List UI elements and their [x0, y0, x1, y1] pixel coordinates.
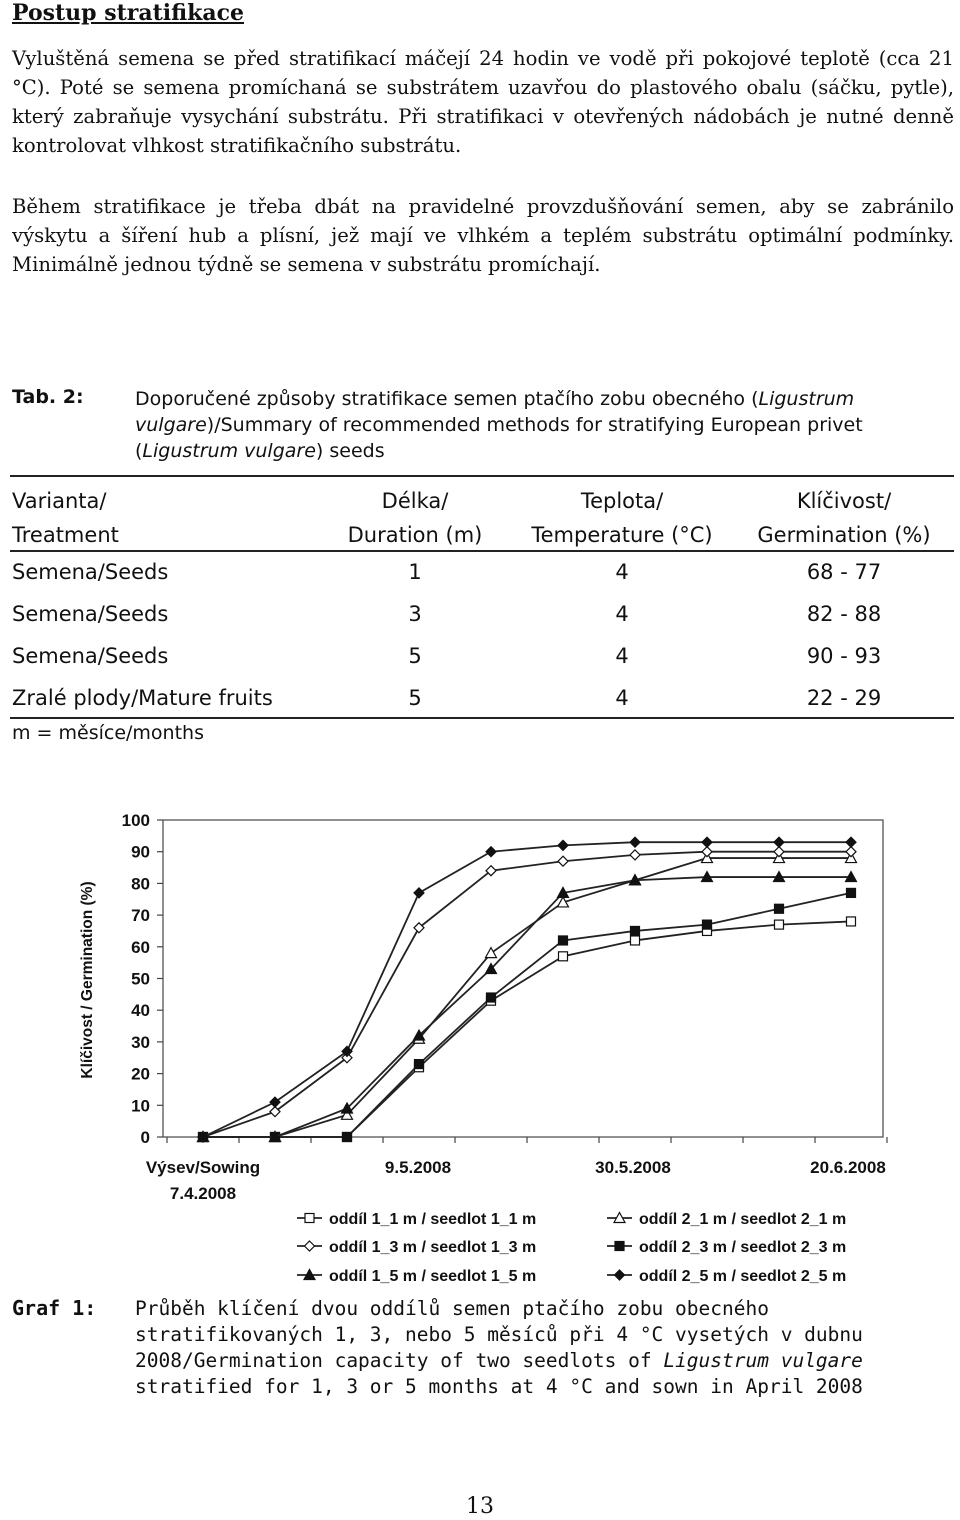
data-point — [631, 936, 640, 945]
data-point — [630, 850, 640, 860]
graph-caption: Průběh klíčení dvou oddílů semen ptačího zobu obecného stratifikovaných 1, 3, nebo 5 měsíců při 4 °C vysetých v dubnu 2008/Germination capacity of two seedlots of Ligustrum vulgare stratified for 1, 3 or 5 months at 4 °C and sown in April 2008 — [135, 1297, 863, 1398]
data-point — [702, 847, 712, 857]
data-point — [774, 847, 784, 857]
y-tick-label: 0 — [140, 1128, 150, 1147]
y-tick-label: 40 — [131, 1001, 150, 1021]
table-caption: Doporučené způsoby stratifikace semen ptačího zobu obecného (Ligustrum vulgare)/Summary of recommended methods for stratifying European privet (Ligustrum vulgare) seeds — [135, 388, 863, 462]
table-note: m = měsíce/months — [12, 722, 204, 744]
data-point — [343, 1133, 352, 1142]
data-point — [846, 837, 856, 847]
table-header-temperature: Teplota/ Temperature (°C) — [531, 489, 713, 547]
table-top-rule — [10, 475, 954, 477]
y-tick-label: 10 — [131, 1096, 150, 1116]
y-tick-label: 20 — [131, 1064, 150, 1084]
y-tick-label: 60 — [131, 937, 150, 957]
legend-label: oddíl 2_1 m / seedlot 2_1 m — [639, 1211, 847, 1228]
data-point — [774, 837, 784, 847]
series-line — [203, 877, 851, 1137]
series-line — [203, 893, 851, 1137]
x-tick-label: Výsev/Sowing — [145, 1158, 261, 1177]
paragraph-1: Vyluštěná semena se před stratifikací máčejí 24 hodin ve vodě při pokojové teplotě (cca 21 °C). Poté se semena promíchaná se substrátem uzavřou do plastového obalu (sáčku, pytle), který zabraňuje vysychání substrátu. Při stratifikaci v otevřených nádobách je nutné denně kontrolovat vlhkost stratifikačního substrátu. — [12, 47, 954, 157]
x-tick-label: 30.5.2008 — [595, 1158, 671, 1177]
data-point — [487, 993, 496, 1002]
x-tick-label: 7.4.2008 — [169, 1184, 237, 1203]
legend-label: oddíl 2_5 m / seedlot 2_5 m — [639, 1268, 847, 1285]
table-header-rule — [10, 550, 954, 552]
graph-label: Graf 1: — [12, 1296, 97, 1320]
data-point — [630, 837, 640, 847]
series-line — [203, 852, 851, 1137]
legend-label: oddíl 1_3 m / seedlot 1_3 m — [329, 1239, 537, 1256]
data-point — [415, 1060, 424, 1069]
table-bottom-rule — [10, 717, 954, 719]
data-point — [775, 920, 784, 929]
table-label: Tab. 2: — [12, 386, 84, 408]
data-point — [703, 920, 712, 929]
legend-marker — [305, 1241, 315, 1251]
legend-marker — [305, 1214, 314, 1223]
table-header-duration: Délka/ Duration (m) — [347, 489, 483, 547]
y-axis-label: Klíčivost / Germination (%) — [79, 881, 96, 1079]
page-number: 13 — [466, 1494, 494, 1519]
data-point — [486, 948, 497, 958]
legend-marker — [615, 1270, 625, 1280]
y-tick-label: 70 — [131, 906, 150, 926]
legend-label: oddíl 2_3 m / seedlot 2_3 m — [639, 1239, 847, 1256]
legend-marker — [615, 1242, 624, 1251]
y-tick-label: 100 — [121, 811, 150, 830]
data-point — [631, 926, 640, 935]
data-point — [559, 936, 568, 945]
data-point — [414, 888, 424, 898]
series-line — [203, 858, 851, 1137]
legend-label: oddíl 1_5 m / seedlot 1_5 m — [329, 1268, 537, 1285]
data-point — [847, 888, 856, 897]
data-point — [559, 952, 568, 961]
data-point — [558, 856, 568, 866]
paragraph-2: Během stratifikace je třeba dbát na pravidelné provzdušňování semen, aby se zabránilo výskytu a šíření hub a plísní, jež mají ve vlhkém a teplém substrátu optimální podmínky. Minimálně jednou týdně se semena v substrátu promíchají. — [12, 195, 954, 276]
data-point — [702, 837, 712, 847]
germination-chart — [0, 790, 960, 1290]
data-point — [558, 840, 568, 850]
data-point — [846, 847, 856, 857]
data-point — [775, 904, 784, 913]
y-tick-label: 50 — [131, 969, 150, 989]
x-tick-label: 20.6.2008 — [810, 1158, 886, 1177]
y-tick-label: 90 — [131, 842, 150, 862]
legend-label: oddíl 1_1 m / seedlot 1_1 m — [329, 1211, 537, 1228]
y-tick-label: 30 — [131, 1032, 150, 1052]
series-line — [203, 921, 851, 1137]
section-heading: Postup stratifikace — [12, 0, 245, 26]
data-point — [486, 847, 496, 857]
table-header-germination: Klíčivost/ Germination (%) — [757, 489, 931, 547]
data-point — [847, 917, 856, 926]
y-tick-label: 80 — [131, 874, 150, 894]
x-tick-label: 9.5.2008 — [384, 1158, 452, 1177]
table-header-treatment: Varianta/ Treatment — [12, 489, 119, 547]
plot-frame — [163, 820, 883, 1137]
